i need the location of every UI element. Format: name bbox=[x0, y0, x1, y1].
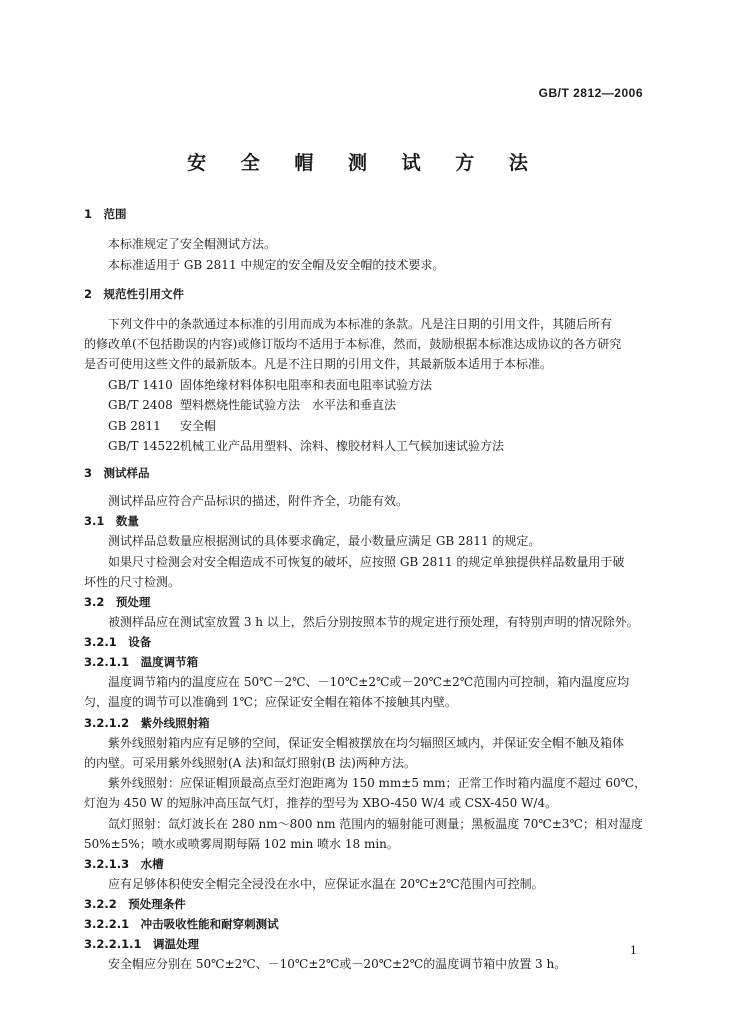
section-heading: 3.2.2 预处理条件 bbox=[84, 897, 186, 911]
page-title: 安 全 帽 测 试 方 法 bbox=[187, 152, 542, 174]
section-heading: 3.2 预处理 bbox=[84, 595, 151, 609]
section-heading: 3.2.1.1 温度调节箱 bbox=[84, 655, 199, 669]
paragraph: 测试样品应符合产品标识的描述，附件齐全，功能有效。 bbox=[108, 494, 409, 508]
reference-code: GB/T 14522 bbox=[108, 439, 181, 453]
paragraph: 紫外线照射：应保证帽顶最高点至灯泡距离为 150 mm±5 mm；正常工作时箱内温度不超过 60℃， bbox=[108, 776, 647, 790]
paragraph: 紫外线照射箱内应有足够的空间，保证安全帽被摆放在均匀辐照区域内，并保证安全帽不触及箱体 bbox=[108, 736, 625, 750]
reference-title: 塑料燃烧性能试验方法 水平法和垂直法 bbox=[180, 398, 397, 412]
paragraph: 50%±5%；喷水或喷雾周期每隔 102 min 喷水 18 min。 bbox=[84, 837, 399, 851]
standard-code: GB/T 2812—2006 bbox=[538, 86, 643, 100]
paragraph: 测试样品总数量应根据测试的具体要求确定，最小数量应满足 GB 2811 的规定。 bbox=[108, 534, 541, 548]
paragraph: 安全帽应分别在 50℃±2℃、－10℃±2℃或－20℃±2℃的温度调节箱中放置 3 h。 bbox=[108, 957, 567, 971]
reference-title: 机械工业产品用塑料、涂料、橡胶材料人工气候加速试验方法 bbox=[180, 439, 505, 453]
reference-item bbox=[108, 419, 216, 433]
section-heading: 2 规范性引用文件 bbox=[84, 287, 185, 301]
section-heading: 3.2.1 设备 bbox=[84, 635, 152, 649]
reference-code: GB 2811 bbox=[108, 419, 161, 433]
section-heading: 3 测试样品 bbox=[84, 466, 150, 480]
section-heading: 3.2.1.3 水槽 bbox=[84, 857, 164, 871]
paragraph: 如果尺寸检测会对安全帽造成不可恢复的破坏，应按照 GB 2811 的规定单独提供样品数量用于破 bbox=[108, 555, 625, 569]
reference-item bbox=[108, 398, 396, 412]
paragraph: 温度调节箱内的温度应在 50℃－2℃、－10℃±2℃或－20℃±2℃范围内可控制，箱内温度应均 bbox=[108, 675, 630, 689]
paragraph: 本标准适用于 GB 2811 中规定的安全帽及安全帽的技术要求。 bbox=[108, 258, 445, 272]
paragraph: 是否可使用这些文件的最新版本。凡是不注日期的引用文件，其最新版本适用于本标准。 bbox=[84, 357, 553, 371]
reference-title: 固体绝缘材料体积电阻率和表面电阻率试验方法 bbox=[180, 378, 433, 392]
section-heading: 3.2.2.1 冲击吸收性能和耐穿刺测试 bbox=[84, 917, 279, 931]
reference-title: 安全帽 bbox=[180, 419, 217, 433]
reference-item bbox=[108, 378, 432, 392]
section-heading: 1 范围 bbox=[84, 207, 127, 221]
paragraph: 的修改单(不包括勘误的内容)或修订版均不适用于本标准，然而，鼓励根据本标准达成协议的各方研究 bbox=[84, 337, 622, 351]
reference-code: GB/T 2408 bbox=[108, 398, 173, 412]
reference-code: GB/T 1410 bbox=[108, 378, 173, 392]
paragraph: 灯泡为 450 W 的短脉冲高压氙气灯，推荐的型号为 XBO-450 W/4 或 CSX-450 W/4。 bbox=[84, 796, 558, 810]
paragraph: 被测样品应在测试室放置 3 h 以上，然后分别按照本节的规定进行预处理，有特别声明的情况除外。 bbox=[108, 615, 639, 629]
section-heading: 3.1 数量 bbox=[84, 514, 139, 528]
paragraph: 匀，温度的调节可以准确到 1℃；应保证安全帽在箱体不接触其内壁。 bbox=[84, 695, 457, 709]
page-number: 1 bbox=[630, 944, 637, 957]
section-heading: 3.2.1.2 紫外线照射箱 bbox=[84, 716, 210, 730]
paragraph: 坏性的尺寸检测。 bbox=[84, 575, 181, 589]
paragraph: 的内壁。可采用紫外线照射(A 法)和氙灯照射(B 法)两种方法。 bbox=[84, 756, 416, 770]
paragraph: 本标准规定了安全帽测试方法。 bbox=[108, 237, 277, 251]
reference-item bbox=[108, 439, 504, 453]
paragraph: 应有足够体积使安全帽完全浸没在水中，应保证水温在 20℃±2℃范围内可控制。 bbox=[108, 877, 544, 891]
paragraph: 氙灯照射：氙灯波长在 280 nm～800 nm 范围内的辐射能可测量；黑板温度 70℃±3℃；相对湿度 bbox=[108, 817, 643, 831]
paragraph: 下列文件中的条款通过本标准的引用而成为本标准的条款。凡是注日期的引用文件，其随后所有 bbox=[108, 317, 613, 331]
section-heading: 3.2.2.1.1 调温处理 bbox=[84, 937, 199, 951]
